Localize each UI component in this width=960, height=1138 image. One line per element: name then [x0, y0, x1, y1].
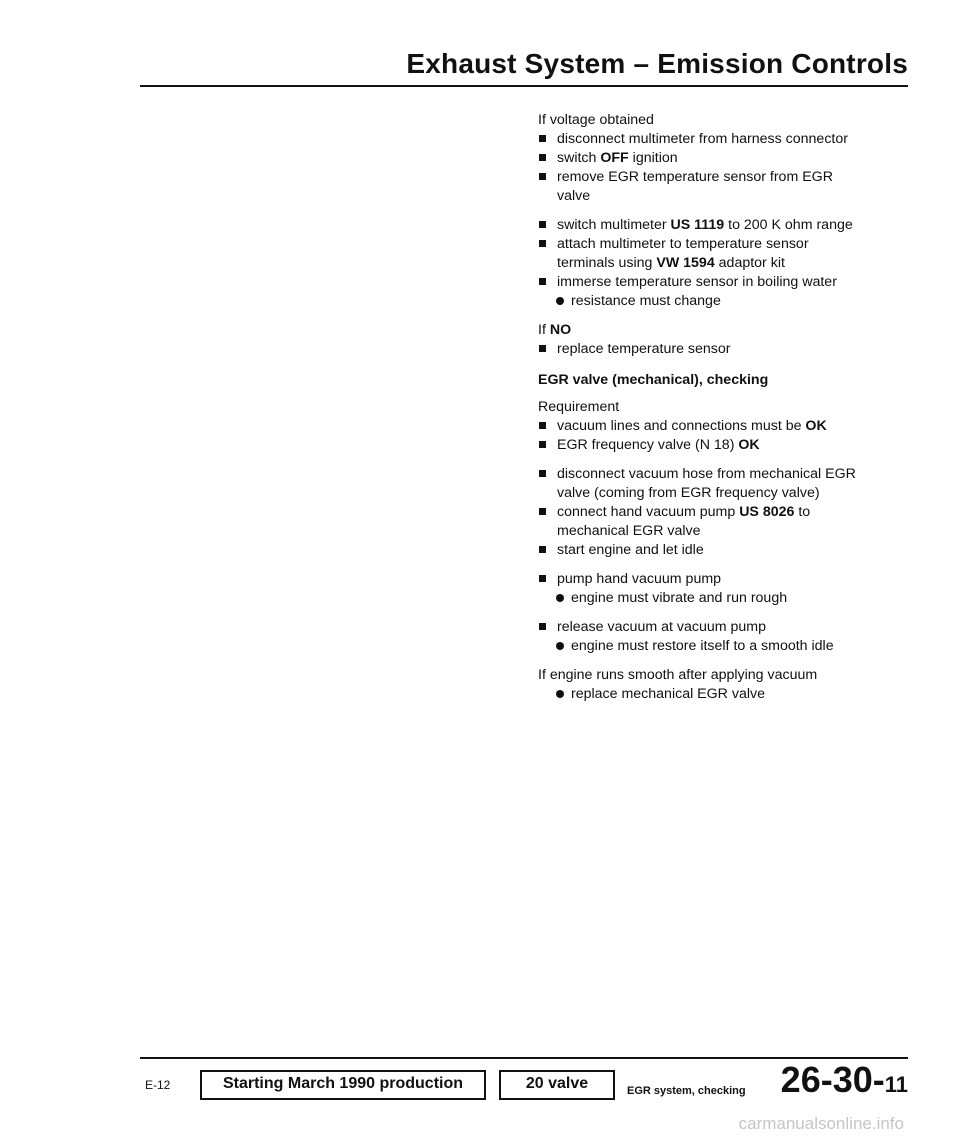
step-switch-multimeter: [538, 216, 868, 235]
step-release-vacuum: release vacuum at vacuum pump: [538, 618, 868, 637]
step-text: to mechanical EGR valve: [557, 504, 811, 539]
section-label: EGR system, checking: [627, 1085, 746, 1097]
step-text: switch: [557, 150, 601, 166]
result-resistance-change: resistance must change: [538, 292, 868, 311]
step-text: switch multimeter: [557, 217, 671, 233]
step-disconnect-hose: disconnect vacuum hose from mechanical EGR valve (coming from EGR frequency valve): [538, 465, 868, 503]
step-disconnect-multimeter: disconnect multimeter from harness connector: [538, 130, 868, 149]
result-replace-valve: replace mechanical EGR valve: [538, 685, 868, 704]
step-start-engine: start engine and let idle: [538, 541, 868, 560]
step-text: adaptor kit: [714, 255, 785, 271]
step-immerse-sensor: immerse temperature sensor in boiling water: [538, 273, 868, 292]
page-number-main: 26-30-: [780, 1059, 885, 1100]
if-smooth-lead: If engine runs smooth after applying vacuum: [538, 667, 818, 683]
engine-box: 20 valve: [499, 1070, 615, 1100]
step-text: ignition: [628, 150, 678, 166]
requirement-lead: Requirement: [538, 399, 620, 415]
tool-code: US 1119: [670, 217, 725, 233]
lead-text: If: [538, 322, 550, 338]
manual-content: [538, 111, 868, 704]
step-connect-pump: [538, 503, 868, 541]
tool-code: US 8026: [739, 504, 795, 520]
page-number: [781, 1060, 908, 1108]
step-text: connect hand vacuum pump: [557, 504, 740, 520]
req-frequency-valve: [538, 436, 868, 455]
result-smooth-idle: engine must restore itself to a smooth idle: [538, 637, 868, 656]
lead-bold: NO: [549, 322, 572, 338]
tool-code: VW 1594: [656, 255, 715, 271]
production-box: Starting March 1990 production: [200, 1070, 486, 1100]
header-rule: [140, 85, 908, 87]
voltage-lead: If voltage obtained: [538, 112, 654, 128]
req-text: EGR frequency valve (N 18): [557, 437, 739, 453]
step-replace-sensor: replace temperature sensor: [538, 340, 868, 359]
req-bold: OK: [738, 437, 760, 453]
page-number-sub: 11: [884, 1072, 908, 1097]
req-vacuum-lines: [538, 417, 868, 436]
page-title: Exhaust System – Emission Controls: [406, 48, 908, 79]
result-vibrate: engine must vibrate and run rough: [538, 589, 868, 608]
section-heading: EGR valve (mechanical), checking: [538, 372, 769, 388]
watermark: carmanualsonline.info: [738, 1114, 904, 1133]
req-text: vacuum lines and connections must be: [557, 418, 806, 434]
step-text: attach multimeter to temperature sensor terminals using: [557, 236, 809, 271]
step-remove-sensor: remove EGR temperature sensor from EGR valve: [538, 168, 868, 206]
step-text: to 200 K ohm range: [724, 217, 853, 233]
step-bold: OFF: [600, 150, 629, 166]
if-no-lead: [538, 321, 868, 340]
step-switch-off-ignition: [538, 149, 868, 168]
step-attach-multimeter: [538, 235, 868, 273]
req-bold: OK: [805, 418, 827, 434]
step-pump-vacuum: pump hand vacuum pump: [538, 570, 868, 589]
page-code: E-12: [145, 1078, 171, 1092]
